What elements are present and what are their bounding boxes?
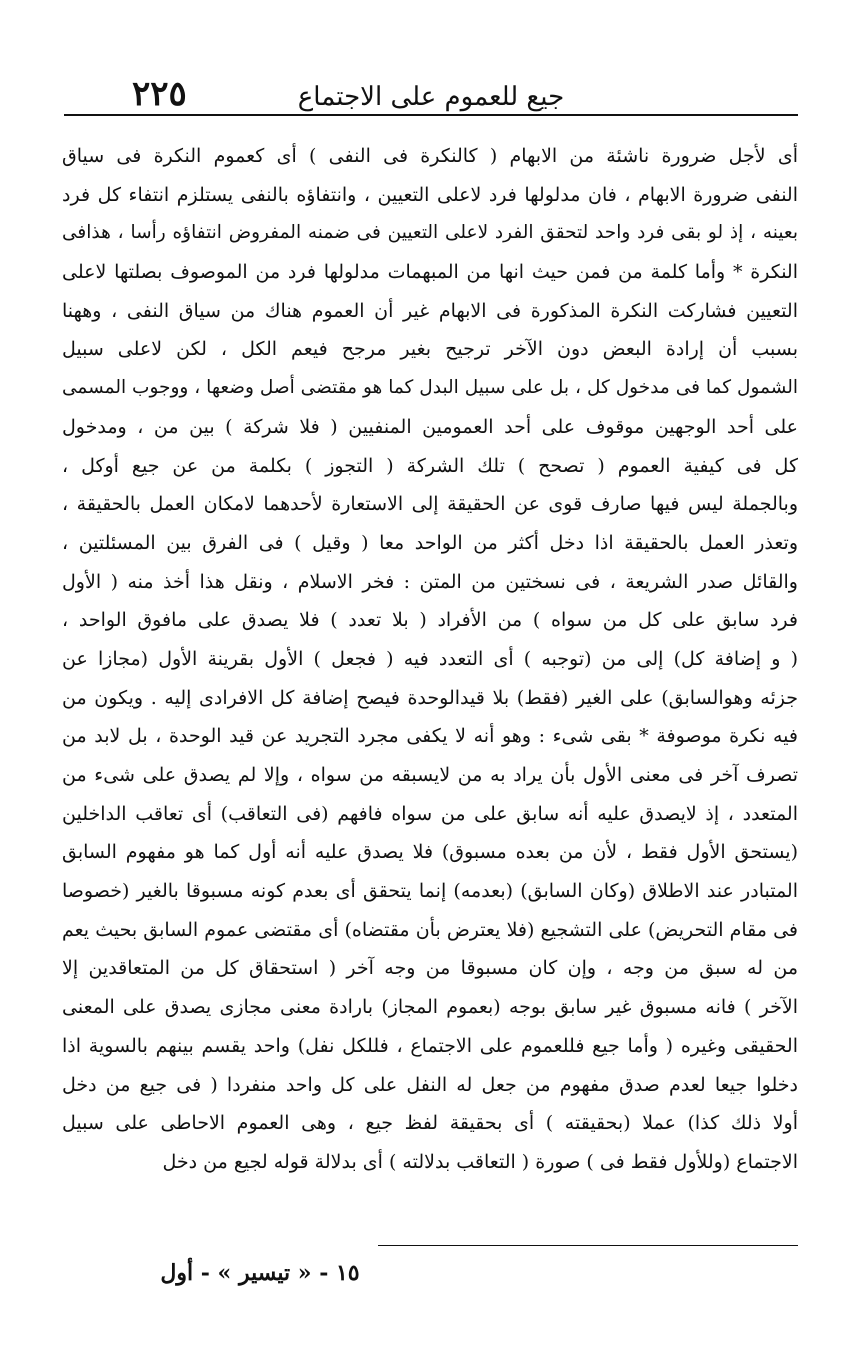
text-line: وتعذر العمل بالحقيقة اذا دخل أكثر من الواحد معا ( وقيل ) فى الفرق بين المسئلتين ،: [62, 531, 798, 554]
text-line: فرد سابق على كل من سواه ) من الأفراد ( بلا تعدد ) فلا يصدق على مافوق الواحد ،: [62, 609, 798, 632]
text-line: النكرة * وأما كلمة من فمن حيث انها من المبهمات مدلولها فرد من الموصوف بصلتها لاعلى: [62, 261, 798, 284]
text-line: ( و إضافة كل) إلى من (توجبه ) أى التعدد فيه ( فجعل ) الأول بقرينة الأول (مجازا عن: [62, 647, 798, 670]
text-line: وبالجملة ليس فيها صارف قوى عن الحقيقة إلى الاستعارة لأحدهما لامكان العمل بالحقيقة ،: [62, 493, 798, 516]
text-line: على أحد الوجهين موقوف على أحد العمومين المنفيين ( فلا شركة ) بين من ، ومدخول: [62, 415, 798, 438]
body-text: [62, 137, 798, 1182]
text-line: الحقيقى وغيره ( وأما جيع فللعموم على الاجتماع ، فللكل نفل) واحد يقسم بينهم بالسوية اذا: [62, 1034, 798, 1057]
text-line: الشمول كما فى مدخول كل ، بل على سبيل البدل كما هو مقتضى أصل وضعها ، ووجوب المسمى: [62, 377, 798, 399]
text-line: جزئه وهوالسابق) على الغير (فقط) بلا قيدالوحدة فيصح إضافة كل الافرادى إليه . ويكون من: [62, 686, 798, 709]
text-line: دخلوا جيعا لعدم صدق مفهوم من جعل له النفل على كل واحد منفردا ( فى جيع من دخل: [62, 1073, 798, 1096]
printer-signature: ١٥ - « تيسير » - أول: [160, 1260, 360, 1286]
text-line: من له سبق من وجه ، وإن كان مسبوقا من وجه آخر ( استحقاق كل من المتعاقدين إلا: [62, 957, 798, 980]
running-title: جيع للعموم على الاجتماع: [297, 82, 565, 112]
text-line: فيه نكرة موصوفة * بقى شىء : وهو أنه لا يكفى مجرد التجريد عن قيد الوحدة ، بل لابد من: [62, 725, 798, 748]
text-line: كل فى كيفية العموم ( تصحح ) تلك الشركة ( التجوز ) بكلمة من عن جيع أوكل ،: [62, 454, 798, 477]
text-line: المتعدد ، إذ لايصدق عليه أنه سابق على من سواه فافهم (فى التعاقب) أى تعاقب الداخلين: [62, 802, 798, 825]
text-line: أى لأجل ضرورة ناشئة من الابهام ( كالنكرة فى النفى ) أى كعموم النكرة فى سياق: [62, 145, 798, 167]
text-line: والقائل صدر الشريعة ، فى نسختين من المتن : فخر الاسلام ، ونقل هذا أخذ منه ( الأول: [62, 570, 798, 593]
text-line: الآخر ) فانه مسبوق غير سابق بوجه (بعموم المجاز) بارادة معنى مجازى يصدق على المعنى: [62, 996, 798, 1019]
header-rule: [64, 114, 798, 116]
text-line: المتبادر عند الاطلاق (وكان السابق) (بعدمه) إنما يتحقق أى بعدم كونه مسبوقا بالغير (خصوصا: [62, 880, 798, 903]
text-line: بسبب أن إرادة البعض دون الآخر ترجيح بغير مرجح فيعم الكل ، لكن لاعلى سبيل: [62, 338, 798, 361]
page-number: ٢٢٥: [132, 74, 187, 114]
footer-rule: [378, 1245, 798, 1246]
page-header: [64, 70, 798, 116]
text-line: (يستحق الأول فقط ، لأن من بعده مسبوق) فلا يصدق عليه أنه أول كما هو مفهوم السابق: [62, 841, 798, 864]
text-line: تصرف آخر فى معنى الأول بأن يراد به من لايسبقه من سواه ، وإلا لم يصدق على شىء من: [62, 764, 798, 786]
text-line: فى مقام التحريض) على التشجيع (فلا يعترض بأن مقتضاه) أى مقتضى عموم السابق بحيث يعم: [62, 918, 798, 941]
text-line: الاجتماع (وللأول فقط فى ) صورة ( التعاقب بدلالته ) أى بدلالة قوله لجيع من دخل: [162, 1150, 798, 1173]
text-line: أولا ذلك كذا) عملا (بحقيقته ) أى بحقيقة لفظ جيع ، وهى العموم الاحاطى على سبيل: [62, 1112, 798, 1135]
text-line: التعيين فشاركت النكرة المذكورة فى الابهام غير أن العموم هناك من سياق النفى ، وههنا: [62, 299, 798, 322]
text-line: بعينه ، إذ لو بقى فرد واحد لتحقق الفرد لاعلى التعيين فى ضمنه المفروض انتفاؤه رأسا ، هذافى: [62, 222, 798, 244]
text-line: النفى ضرورة الابهام ، فان مدلولها فرد لاعلى التعيين ، وانتفاؤه بالنفى يستلزم انتفاء كل فرد: [62, 183, 798, 206]
